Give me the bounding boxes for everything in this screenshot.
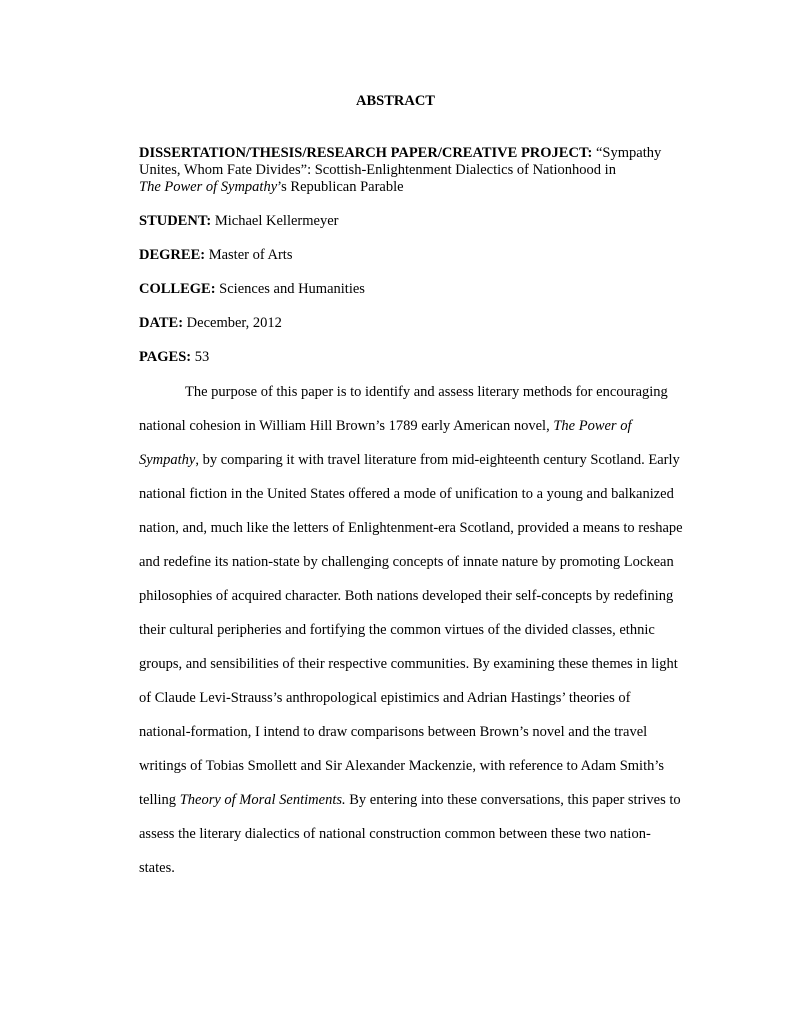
- pages-value: 53: [191, 349, 210, 365]
- student-label: STUDENT:: [139, 213, 212, 229]
- page-title: ABSTRACT: [356, 93, 435, 109]
- college-field: [139, 281, 699, 298]
- project-title-line-2: Unites, Whom Fate Divides”: Scottish-Enlightenment Dialectics of Nationhood in: [139, 162, 616, 178]
- abstract-text: telling: [139, 792, 180, 808]
- date-field: [139, 315, 699, 332]
- pages-label: PAGES:: [139, 349, 192, 365]
- abstract-line: nation, and, much like the letters of Enlightenment-era Scotland, provided a means to reshape: [139, 520, 683, 536]
- project-title-line-1: [139, 145, 699, 162]
- abstract-line: national fiction in the United States offered a mode of unification to a young and balkanized: [139, 486, 674, 502]
- abstract-line: [139, 418, 709, 452]
- date-label: DATE:: [139, 315, 184, 331]
- abstract-line: [139, 792, 709, 826]
- abstract-line: their cultural peripheries and fortifying the common virtues of the divided classes, ethnic: [139, 622, 655, 638]
- project-title-part-3: ’s Republican Parable: [277, 179, 404, 195]
- student-field: [139, 213, 699, 230]
- abstract-line: of Claude Levi-Strauss’s anthropological epistimics and Adrian Hastings’ theories of: [139, 690, 631, 706]
- degree-label: DEGREE:: [139, 247, 206, 263]
- abstract-text: national cohesion in William Hill Brown’s 1789 early American novel,: [139, 418, 554, 434]
- degree-value: Master of Arts: [205, 247, 293, 263]
- abstract-line: groups, and sensibilities of their respective communities. By examining these themes in light: [139, 656, 678, 672]
- abstract-line: philosophies of acquired character. Both nations developed their self-concepts by redefining: [139, 588, 674, 604]
- abstract-line: and redefine its nation-state by challenging concepts of innate nature by promoting Lockean: [139, 554, 674, 570]
- pages-field: [139, 349, 699, 366]
- abstract-line: writings of Tobias Smollett and Sir Alexander Mackenzie, with reference to Adam Smith’s: [139, 758, 665, 774]
- novel-title-italic: Sympathy: [139, 452, 196, 468]
- college-value: Sciences and Humanities: [215, 281, 365, 297]
- project-title-field: [139, 145, 699, 196]
- novel-title-italic: The Power of: [553, 418, 632, 434]
- project-label: DISSERTATION/THESIS/RESEARCH PAPER/CREATIVE PROJECT:: [139, 145, 593, 161]
- abstract-text: , by comparing it with travel literature from mid-eighteenth century Scotland. Early: [195, 452, 680, 468]
- novel-title-italic: The Power of Sympathy: [139, 179, 278, 195]
- book-title-italic: Theory of Moral Sentiments.: [179, 792, 346, 808]
- abstract-text: By entering into these conversations, this paper strives to: [345, 792, 681, 808]
- date-value: December, 2012: [183, 315, 282, 331]
- student-value: Michael Kellermeyer: [211, 213, 339, 229]
- abstract-line: [139, 452, 709, 486]
- project-title-line-3: [139, 179, 699, 196]
- abstract-paragraph: [139, 384, 709, 894]
- abstract-line: national-formation, I intend to draw comparisons between Brown’s novel and the travel: [139, 724, 648, 740]
- abstract-line: states.: [139, 860, 175, 876]
- abstract-line: assess the literary dialectics of national construction common between these two nation-: [139, 826, 651, 842]
- project-title-part-1: “Sympathy: [592, 145, 662, 161]
- abstract-line: The purpose of this paper is to identify and assess literary methods for encouraging: [185, 384, 668, 400]
- degree-field: [139, 247, 699, 264]
- college-label: COLLEGE:: [139, 281, 216, 297]
